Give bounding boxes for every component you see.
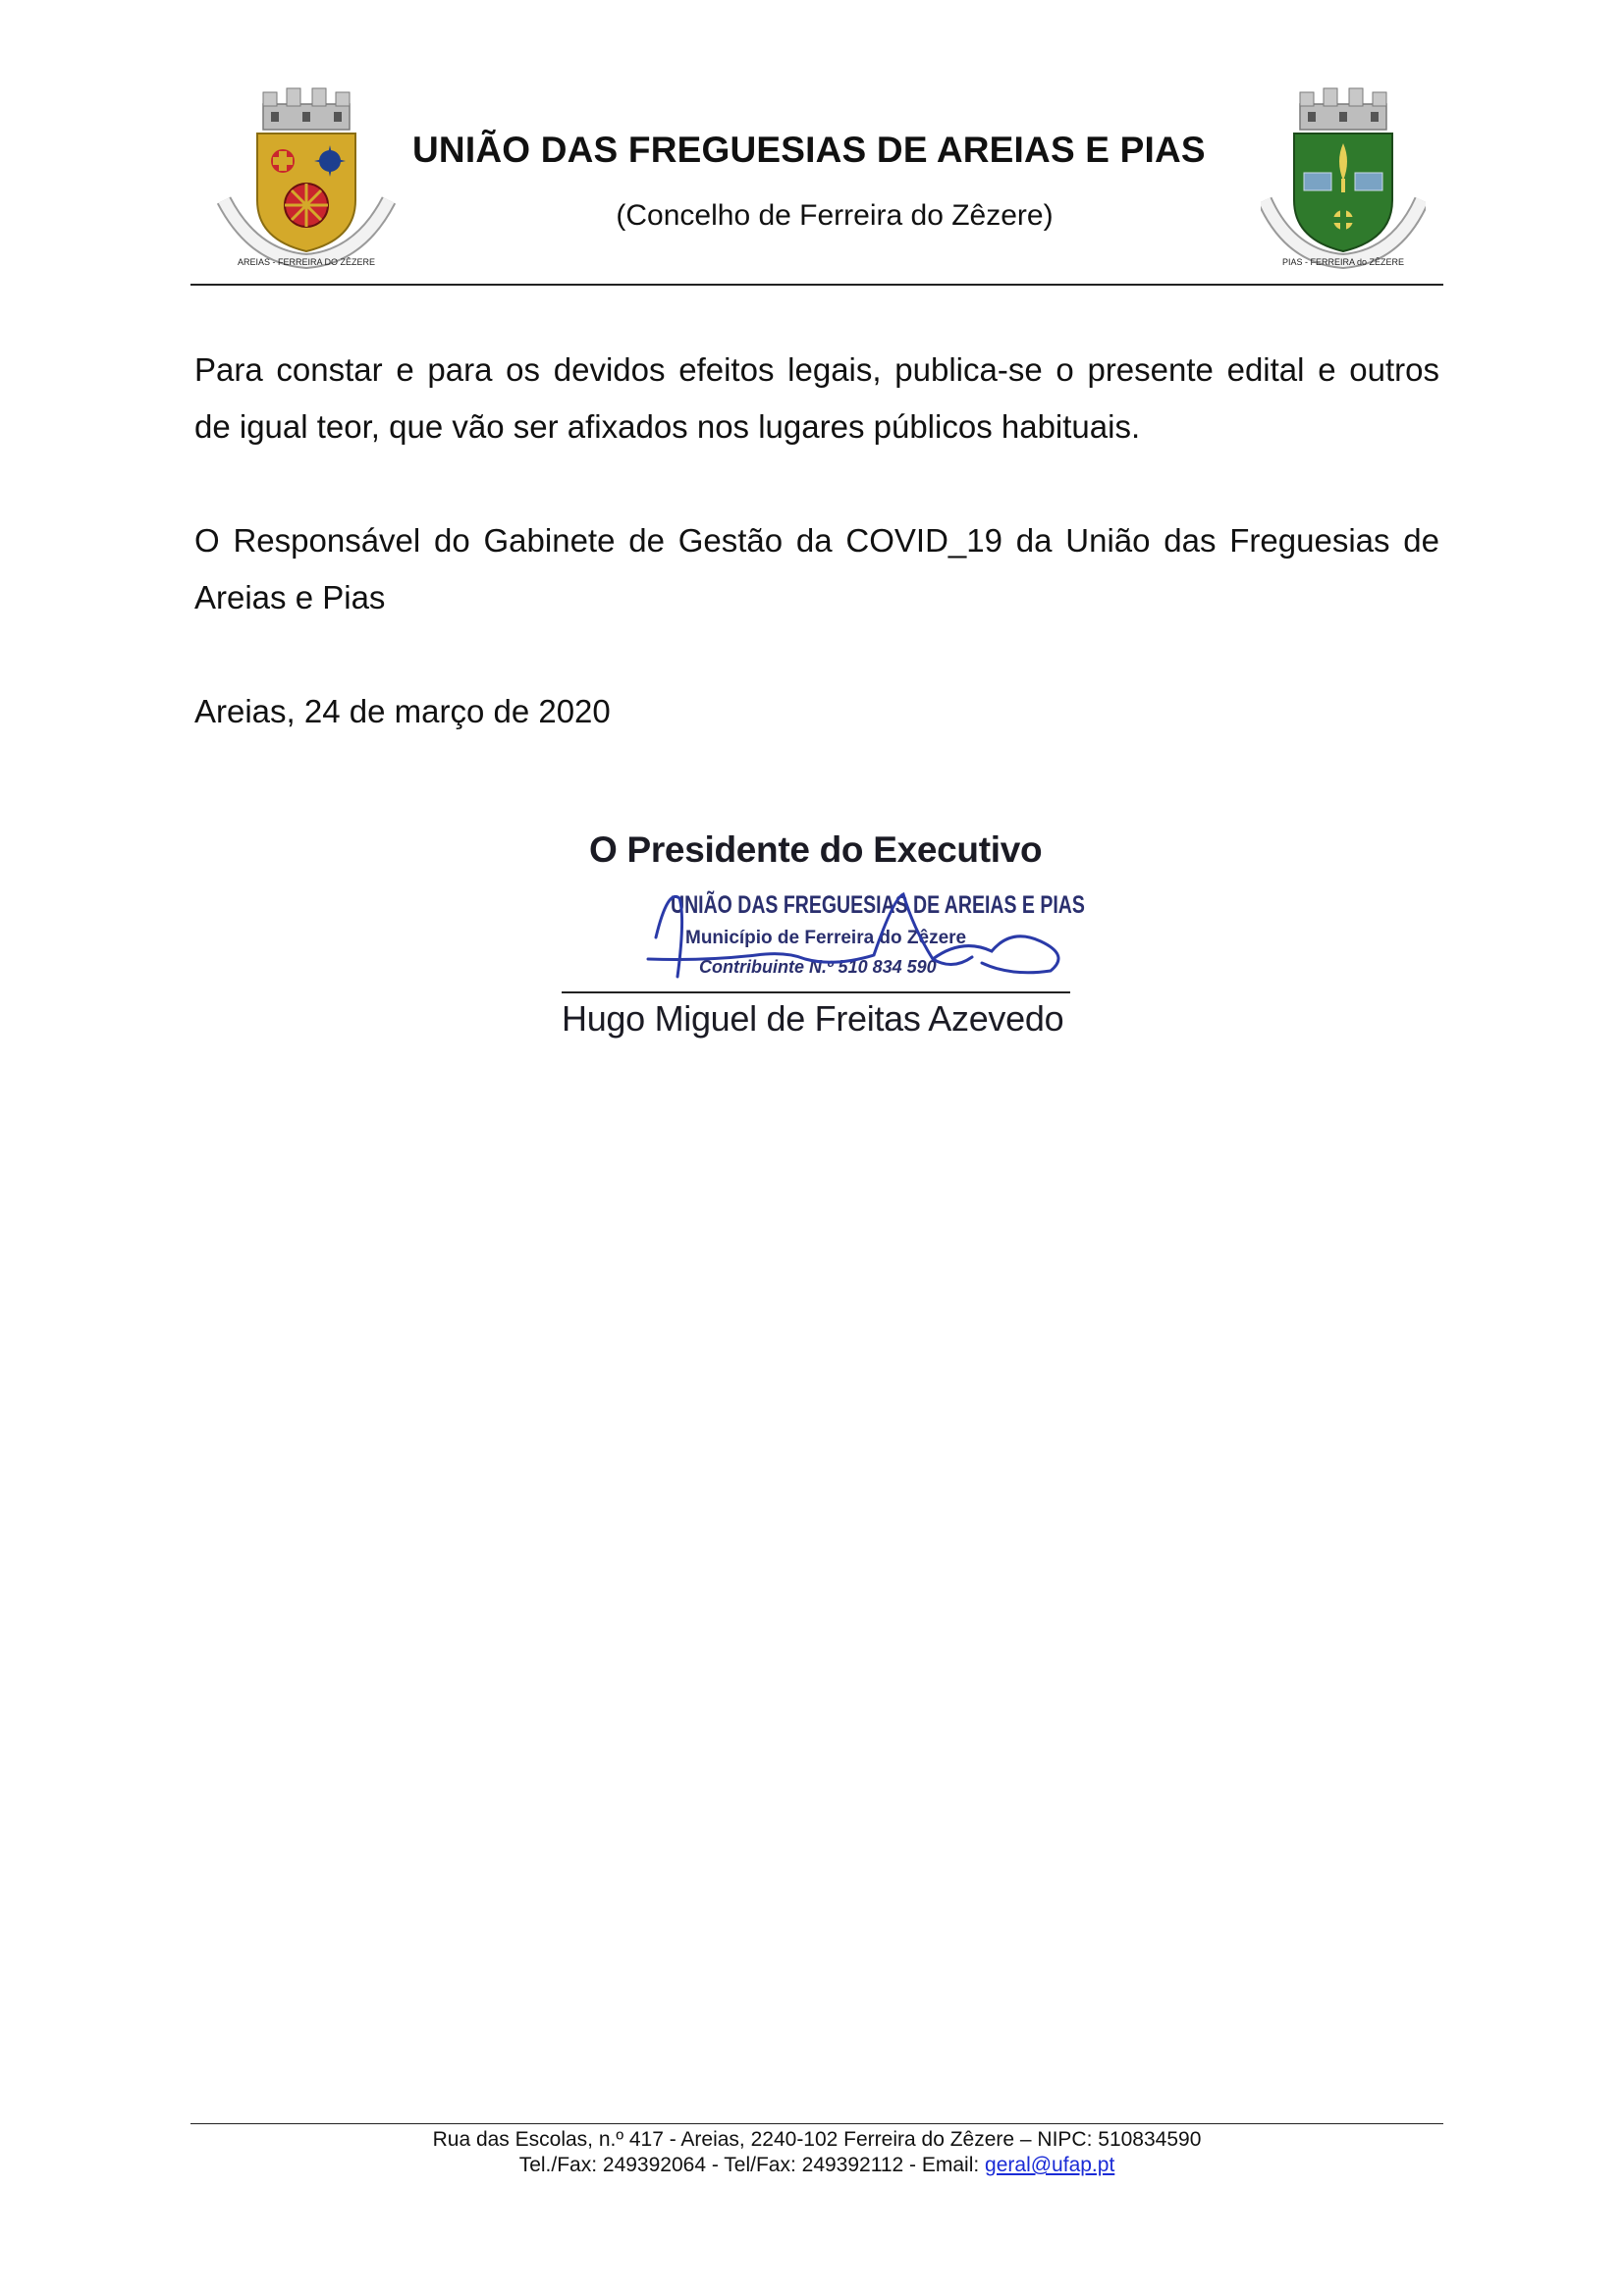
signatory-name: Hugo Miguel de Freitas Azevedo [562,998,1064,1039]
paragraph-line: O Responsável do Gabinete de Gestão da COVID_19 da União das Freguesias de [194,522,1439,559]
footer-address: Rua das Escolas, n.º 417 - Areias, 2240-102 Ferreira do Zêzere – NIPC: 510834590 [432,2128,1202,2151]
signature-block [550,810,1085,1065]
paragraph-publication-notice [194,342,1439,455]
paragraph-line: Areias e Pias [194,579,386,615]
email-link[interactable]: geral@ufap.pt [985,2154,1115,2176]
footer-contacts [190,2154,1443,2177]
crest-right-motto: PIAS - FERREIRA do ZÊZERE [1281,257,1405,267]
footer-divider [190,2123,1443,2124]
handwritten-signature [638,869,1090,1016]
stamp-taxpayer-number: Contribuinte N.º 510 834 590 [699,957,937,977]
page-subtitle: (Concelho de Ferreira do Zêzere) [616,199,1054,232]
place-and-date: Areias, 24 de março de 2020 [194,693,611,729]
paragraph-line: de igual teor, que vão ser afixados nos lugares públicos habituais. [194,408,1141,445]
stamp-municipality: Município de Ferreira do Zêzere [685,928,967,948]
signature-line [562,991,1070,993]
page-title: UNIÃO DAS FREGUESIAS DE AREIAS E PIAS [412,130,1206,170]
crest-left-motto: AREIAS - FERREIRA DO ZÊZERE [237,257,376,267]
paragraph-line: Para constar e para os devidos efeitos legais, publica-se o presente edital e outros [194,351,1439,388]
mural-crown-icon [263,88,350,130]
paragraph-responsible [194,512,1439,626]
signatory-role: O Presidente do Executivo [589,829,1043,870]
header-divider [190,284,1443,286]
mural-crown-icon [1300,88,1386,130]
areias-coat-of-arms [214,82,399,269]
stamp-entity: UNIÃO DAS FREGUESIAS DE AREIAS E PIAS [671,891,1085,919]
footer-phones: Tel./Fax: 249392064 - Tel/Fax: 249392112 - Email: [518,2154,986,2176]
pias-coat-of-arms [1261,82,1426,269]
